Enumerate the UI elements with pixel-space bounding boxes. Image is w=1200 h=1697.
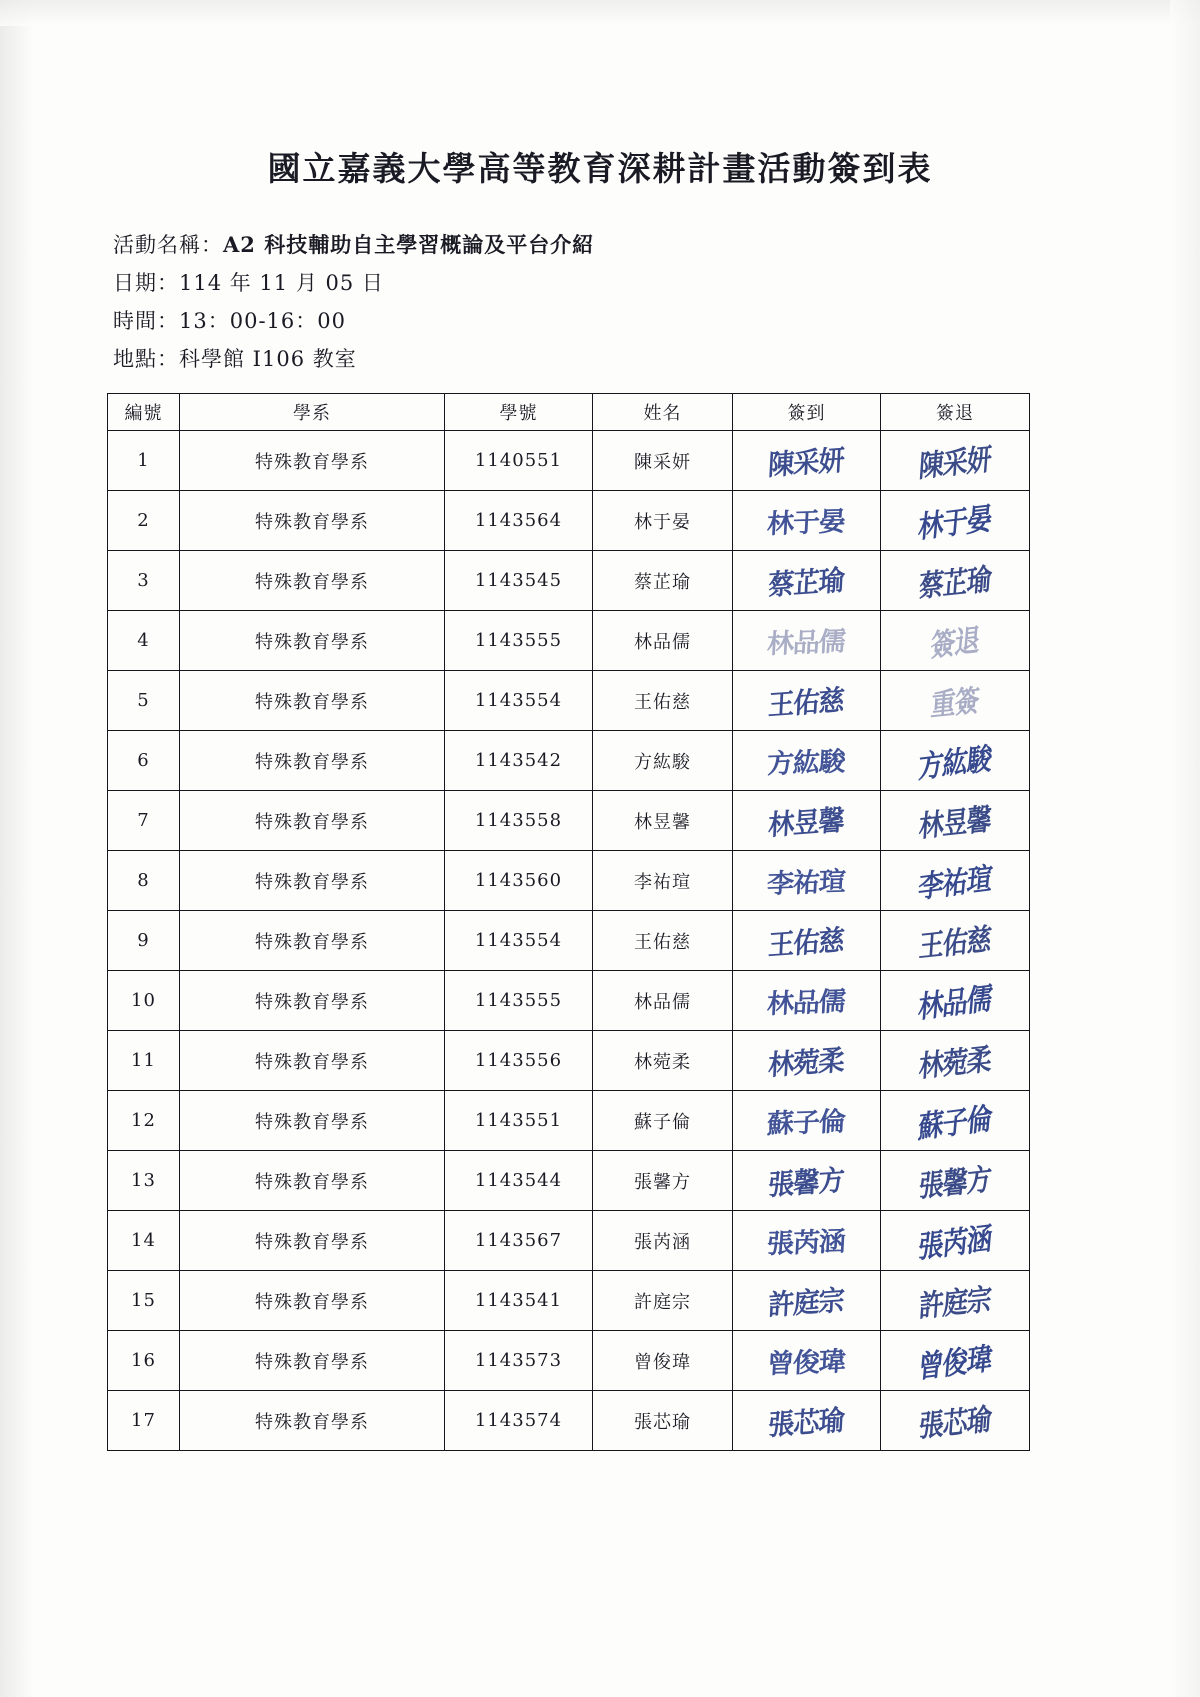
row-signature-in-mark: 林菀柔 [767, 1043, 845, 1082]
row-name: 蔡芷瑜 [593, 551, 733, 611]
meta-activity-label: 活動名稱： [113, 233, 223, 257]
row-signature-in [733, 1331, 881, 1391]
row-signature-out [881, 1211, 1030, 1271]
meta-activity-value: A2 科技輔助自主學習概論及平台介紹 [223, 232, 595, 257]
row-number: 2 [108, 491, 180, 551]
document-meta [113, 228, 1013, 380]
row-signature-in-mark: 王佑慈 [767, 683, 845, 722]
meta-place [113, 342, 1013, 376]
row-signature-out [881, 611, 1030, 671]
row-student-id: 1143556 [445, 1031, 593, 1091]
table-row [108, 851, 1030, 911]
table-row [108, 1031, 1030, 1091]
row-signature-in-mark: 林品儒 [766, 985, 847, 1019]
row-number: 3 [108, 551, 180, 611]
row-number: 13 [108, 1151, 180, 1211]
row-student-id: 1143574 [445, 1391, 593, 1451]
row-name: 林品儒 [593, 971, 733, 1031]
table-row [108, 1331, 1030, 1391]
row-student-id: 1143558 [445, 791, 593, 851]
row-department: 特殊教育學系 [180, 1391, 445, 1451]
column-header-sign-in: 簽到 [733, 394, 881, 431]
row-student-id: 1143541 [445, 1271, 593, 1331]
row-signature-in [733, 431, 881, 491]
row-signature-out-mark: 王佑慈 [917, 921, 992, 964]
row-signature-out [881, 491, 1030, 551]
row-signature-in-mark: 方紘駿 [766, 745, 847, 779]
table-row [108, 731, 1030, 791]
row-signature-out-mark: 簽退 [928, 621, 981, 664]
scan-shadow-left [0, 0, 34, 1697]
row-signature-out-mark: 許庭宗 [917, 1281, 992, 1324]
row-number: 15 [108, 1271, 180, 1331]
table-row [108, 1391, 1030, 1451]
row-signature-in-mark: 張芯瑜 [767, 1403, 845, 1442]
table-row [108, 791, 1030, 851]
table-row [108, 1091, 1030, 1151]
row-signature-out [881, 431, 1030, 491]
row-department: 特殊教育學系 [180, 611, 445, 671]
column-header-no: 編號 [108, 394, 180, 431]
row-number: 17 [108, 1391, 180, 1451]
row-signature-in [733, 971, 881, 1031]
row-name: 方紘駿 [593, 731, 733, 791]
row-signature-in-mark: 林昱馨 [767, 803, 845, 842]
row-signature-in-mark: 陳采妍 [767, 443, 845, 482]
row-student-id: 1143551 [445, 1091, 593, 1151]
row-department: 特殊教育學系 [180, 731, 445, 791]
row-signature-in [733, 1151, 881, 1211]
row-signature-in [733, 611, 881, 671]
row-signature-out-mark: 重簽 [929, 682, 980, 723]
row-department: 特殊教育學系 [180, 1031, 445, 1091]
row-name: 林昱馨 [593, 791, 733, 851]
row-department: 特殊教育學系 [180, 1331, 445, 1391]
row-signature-in [733, 491, 881, 551]
row-signature-in [733, 1091, 881, 1151]
row-signature-in-mark: 蔡芷瑜 [767, 563, 845, 602]
row-number: 5 [108, 671, 180, 731]
row-signature-out-mark: 林菀柔 [917, 1041, 992, 1084]
row-number: 14 [108, 1211, 180, 1271]
row-signature-out [881, 1271, 1030, 1331]
row-name: 許庭宗 [593, 1271, 733, 1331]
row-signature-out-mark: 張芯瑜 [917, 1401, 992, 1444]
row-signature-out-mark: 蔡芷瑜 [917, 561, 992, 604]
column-header-sign-out: 簽退 [881, 394, 1030, 431]
meta-time-value: 13：00-16：00 [179, 309, 346, 333]
row-number: 4 [108, 611, 180, 671]
row-signature-in-mark: 林于晏 [766, 505, 847, 539]
row-name: 曾俊瑋 [593, 1331, 733, 1391]
meta-activity [113, 228, 1013, 262]
row-student-id: 1140551 [445, 431, 593, 491]
row-signature-in [733, 1391, 881, 1451]
table-row [108, 1151, 1030, 1211]
row-name: 張芮涵 [593, 1211, 733, 1271]
row-name: 張芯瑜 [593, 1391, 733, 1451]
row-name: 林品儒 [593, 611, 733, 671]
row-student-id: 1143560 [445, 851, 593, 911]
row-department: 特殊教育學系 [180, 1271, 445, 1331]
row-signature-out-mark: 方紘駿 [916, 740, 993, 785]
row-signature-out [881, 671, 1030, 731]
meta-time [113, 304, 1013, 338]
row-signature-out-mark: 張芮涵 [916, 1220, 993, 1265]
meta-place-label: 地點： [113, 347, 179, 371]
table-row [108, 971, 1030, 1031]
table-row [108, 671, 1030, 731]
row-signature-out-mark: 李祐瑄 [916, 860, 993, 905]
meta-time-label: 時間： [113, 309, 179, 333]
row-signature-in-mark: 曾俊瑋 [766, 1345, 847, 1379]
row-signature-out [881, 1331, 1030, 1391]
row-signature-out [881, 1151, 1030, 1211]
row-number: 8 [108, 851, 180, 911]
row-student-id: 1143554 [445, 671, 593, 731]
row-signature-out-mark: 林于晏 [916, 500, 993, 545]
row-student-id: 1143554 [445, 911, 593, 971]
row-signature-out-mark: 林品儒 [916, 980, 993, 1025]
row-signature-out-mark: 陳采妍 [917, 441, 992, 484]
row-signature-in-mark: 蘇子倫 [766, 1105, 847, 1139]
row-signature-out [881, 971, 1030, 1031]
row-name: 陳采妍 [593, 431, 733, 491]
row-department: 特殊教育學系 [180, 671, 445, 731]
row-signature-in-mark: 王佑慈 [767, 923, 845, 962]
signin-table [107, 393, 1030, 1451]
column-header-dept: 學系 [180, 394, 445, 431]
row-signature-in-mark: 許庭宗 [767, 1283, 845, 1322]
row-signature-in-mark: 張馨方 [767, 1163, 845, 1202]
row-signature-out [881, 851, 1030, 911]
row-department: 特殊教育學系 [180, 911, 445, 971]
row-department: 特殊教育學系 [180, 1151, 445, 1211]
row-name: 王佑慈 [593, 911, 733, 971]
table-row [108, 551, 1030, 611]
table-row [108, 1271, 1030, 1331]
row-student-id: 1143555 [445, 971, 593, 1031]
row-signature-in [733, 791, 881, 851]
row-student-id: 1143564 [445, 491, 593, 551]
row-department: 特殊教育學系 [180, 551, 445, 611]
scan-shadow-right [1170, 0, 1200, 1697]
meta-place-value: 科學館 I106 教室 [179, 347, 357, 371]
row-student-id: 1143542 [445, 731, 593, 791]
table-row [108, 431, 1030, 491]
row-number: 1 [108, 431, 180, 491]
row-student-id: 1143544 [445, 1151, 593, 1211]
row-name: 林于晏 [593, 491, 733, 551]
row-department: 特殊教育學系 [180, 971, 445, 1031]
row-signature-out-mark: 林昱馨 [917, 801, 992, 844]
row-signature-in-mark: 林品儒 [766, 625, 847, 659]
row-signature-in [733, 1031, 881, 1091]
row-signature-in-mark: 李祐瑄 [766, 865, 847, 899]
row-signature-out [881, 1091, 1030, 1151]
row-student-id: 1143567 [445, 1211, 593, 1271]
row-department: 特殊教育學系 [180, 1091, 445, 1151]
row-department: 特殊教育學系 [180, 851, 445, 911]
row-number: 9 [108, 911, 180, 971]
row-number: 16 [108, 1331, 180, 1391]
row-student-id: 1143573 [445, 1331, 593, 1391]
table-row [108, 491, 1030, 551]
row-name: 張馨方 [593, 1151, 733, 1211]
column-header-name: 姓名 [593, 394, 733, 431]
row-signature-in [733, 1211, 881, 1271]
row-signature-in [733, 1271, 881, 1331]
row-signature-out-mark: 蘇子倫 [916, 1100, 993, 1145]
row-department: 特殊教育學系 [180, 1211, 445, 1271]
row-signature-out [881, 1031, 1030, 1091]
row-department: 特殊教育學系 [180, 431, 445, 491]
row-name: 王佑慈 [593, 671, 733, 731]
table-header-row [108, 394, 1030, 431]
row-signature-out [881, 911, 1030, 971]
row-number: 7 [108, 791, 180, 851]
meta-date-value: 114 年 11 月 05 日 [179, 271, 384, 295]
row-signature-in [733, 911, 881, 971]
table-row [108, 1211, 1030, 1271]
row-department: 特殊教育學系 [180, 491, 445, 551]
page-title: 國立嘉義大學高等教育深耕計畫活動簽到表 [267, 149, 933, 188]
row-signature-out [881, 551, 1030, 611]
meta-date-label: 日期： [113, 271, 179, 295]
row-signature-in [733, 731, 881, 791]
table-row [108, 611, 1030, 671]
row-signature-out-mark: 張馨方 [917, 1161, 992, 1204]
row-name: 林菀柔 [593, 1031, 733, 1091]
row-signature-out-mark: 曾俊瑋 [916, 1340, 993, 1385]
row-student-id: 1143545 [445, 551, 593, 611]
row-signature-out [881, 1391, 1030, 1451]
row-signature-out [881, 731, 1030, 791]
row-number: 12 [108, 1091, 180, 1151]
table-row [108, 911, 1030, 971]
row-signature-in [733, 671, 881, 731]
column-header-student-id: 學號 [445, 394, 593, 431]
row-student-id: 1143555 [445, 611, 593, 671]
row-signature-in [733, 551, 881, 611]
row-department: 特殊教育學系 [180, 791, 445, 851]
row-number: 10 [108, 971, 180, 1031]
row-signature-in-mark: 張芮涵 [766, 1225, 847, 1259]
scan-shadow-top [0, 0, 1200, 26]
row-number: 11 [108, 1031, 180, 1091]
row-signature-in [733, 851, 881, 911]
row-name: 李祐瑄 [593, 851, 733, 911]
row-number: 6 [108, 731, 180, 791]
row-name: 蘇子倫 [593, 1091, 733, 1151]
row-signature-out [881, 791, 1030, 851]
meta-date [113, 266, 1013, 300]
